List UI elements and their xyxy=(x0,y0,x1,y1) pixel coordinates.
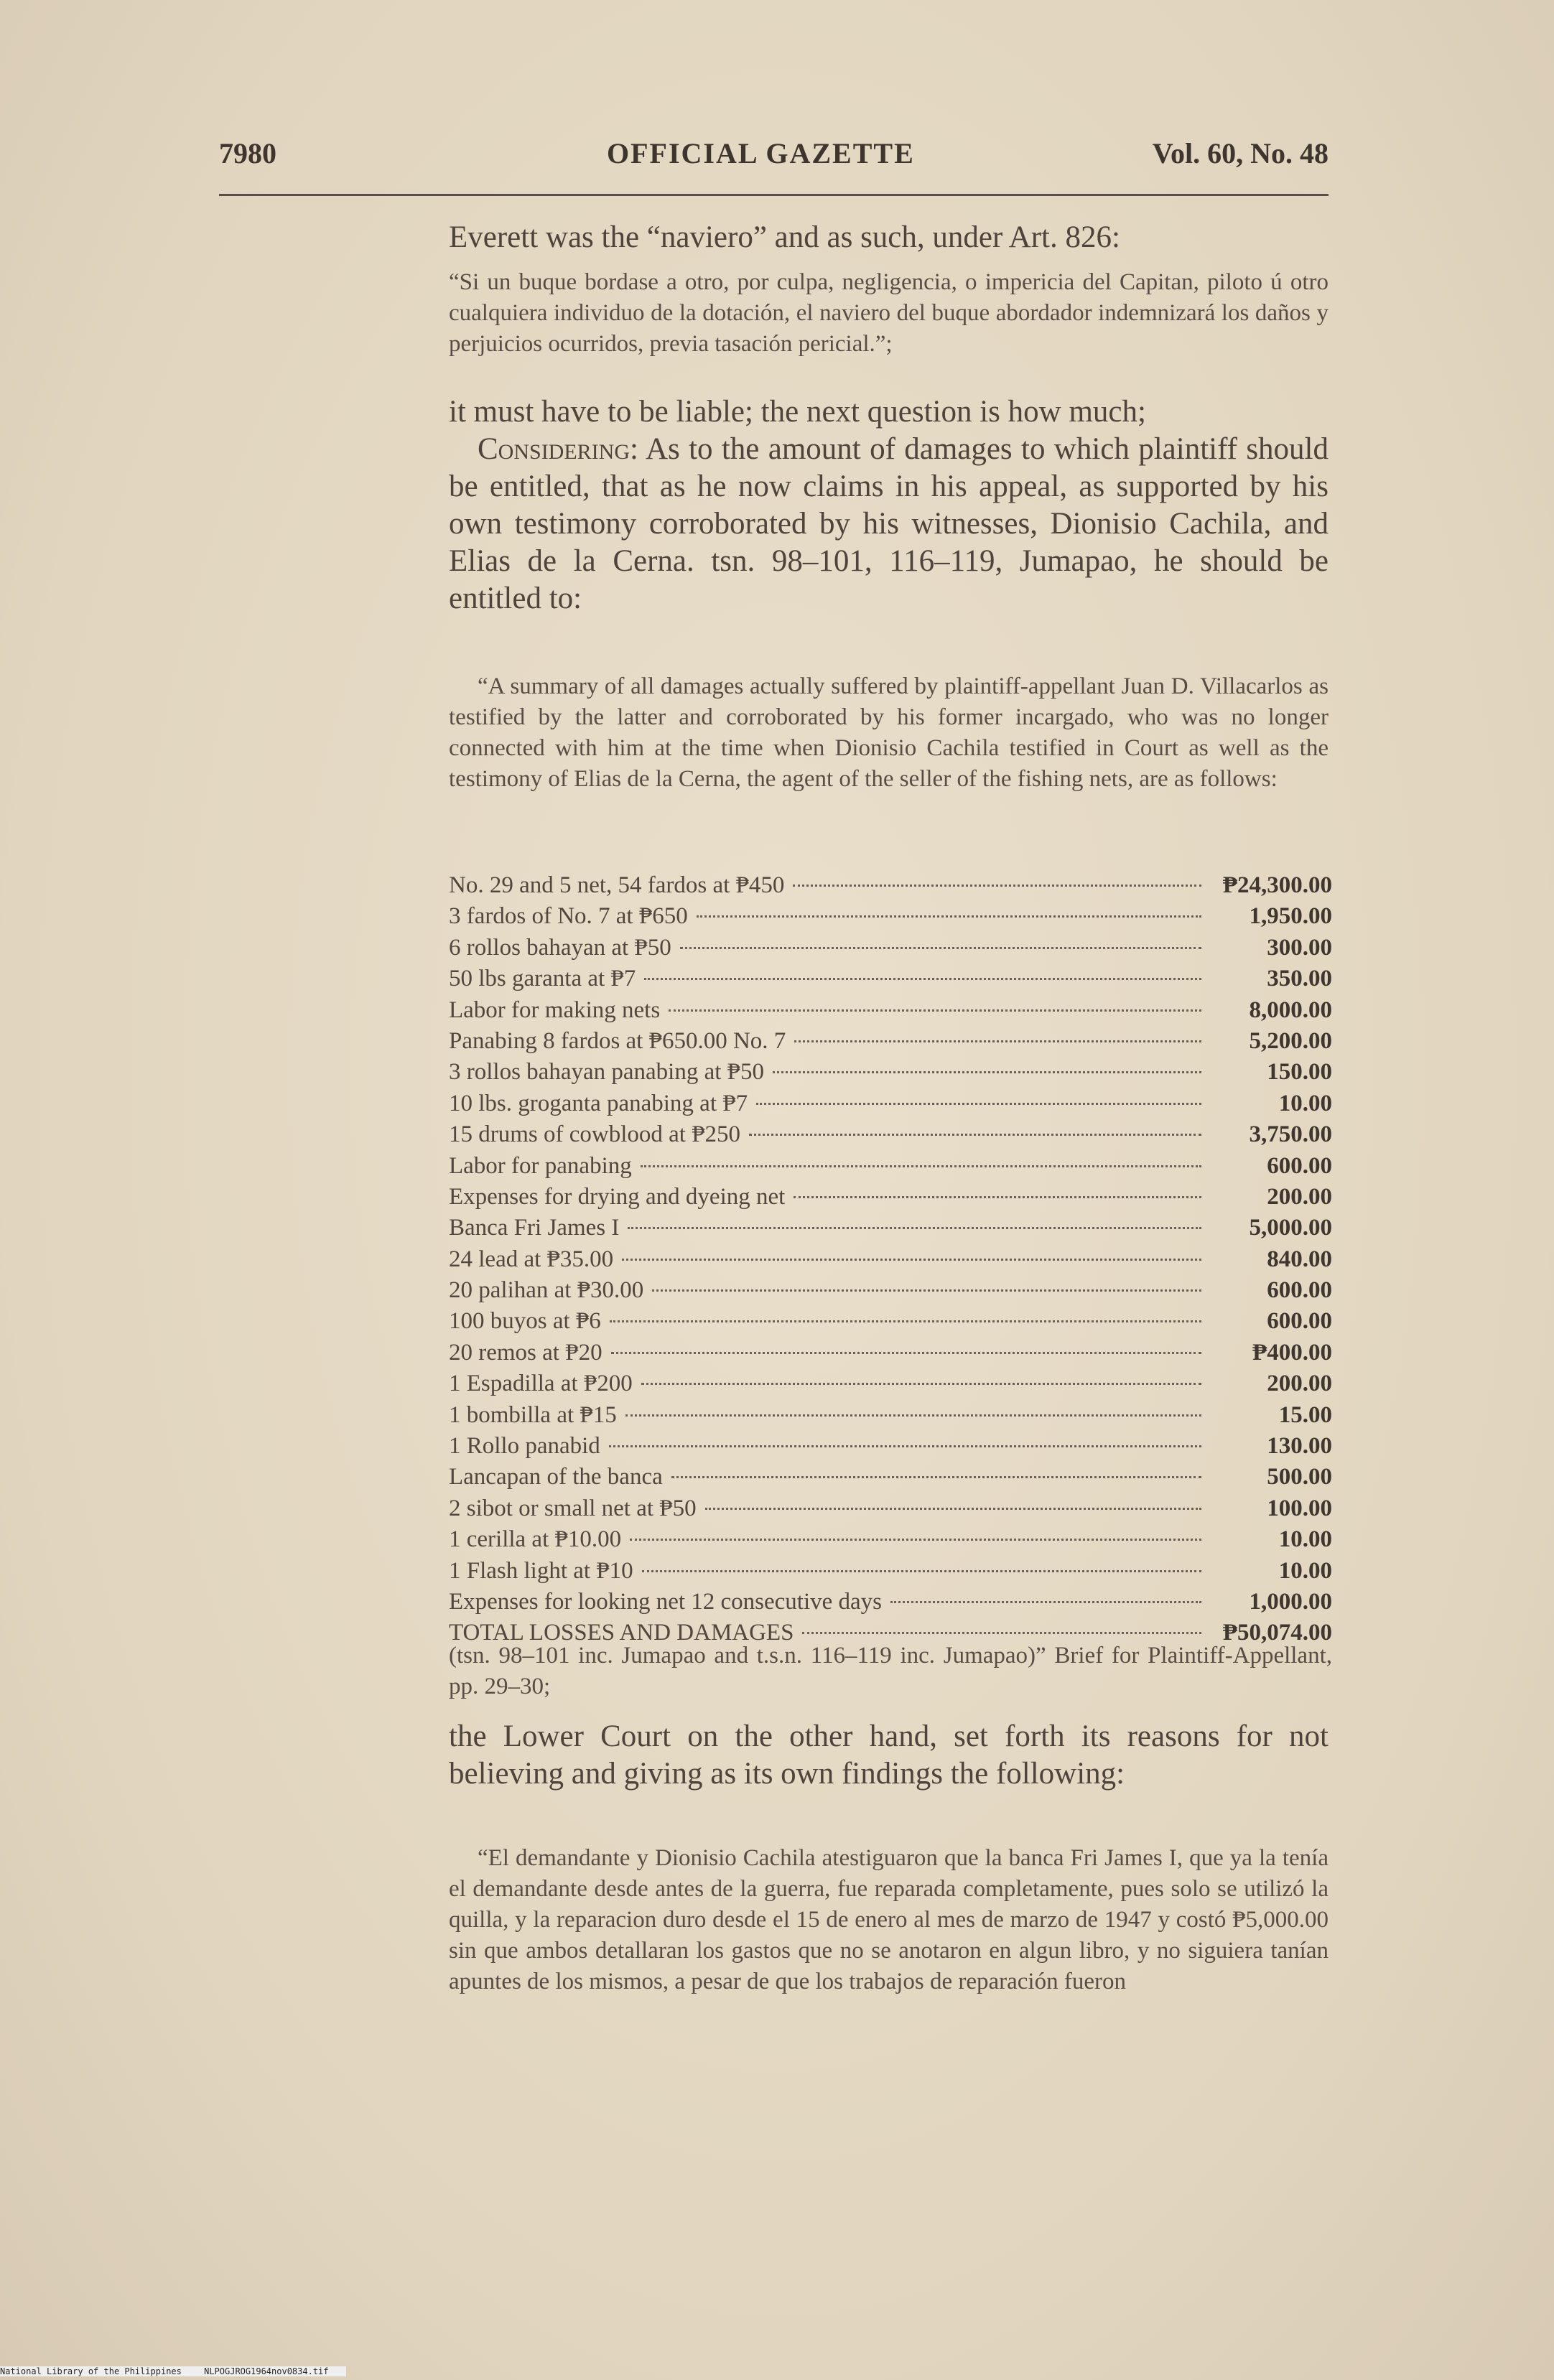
damage-item-label: 1 Flash light at ₱10 xyxy=(449,1557,633,1584)
damage-row xyxy=(449,1277,1332,1308)
damage-item-label: No. 29 and 5 net, 54 fardos at ₱450 xyxy=(449,872,785,898)
damage-item-amount: 1,000.00 xyxy=(1249,1588,1332,1615)
damage-item-label: 100 buyos at ₱6 xyxy=(449,1308,601,1335)
damage-row xyxy=(449,997,1332,1028)
damage-row xyxy=(449,1589,1332,1620)
damages-table xyxy=(449,872,1332,1651)
damage-item-label: 1 Rollo panabid xyxy=(449,1433,600,1460)
damage-row xyxy=(449,966,1332,997)
leader-dots xyxy=(628,1227,1201,1229)
damage-item-label: Labor for making nets xyxy=(449,997,661,1023)
damage-row xyxy=(449,1184,1332,1215)
leader-dots xyxy=(669,1009,1201,1012)
paragraph-considering-text xyxy=(449,431,1329,617)
damage-item-label: Panabing 8 fardos at ₱650.00 No. 7 xyxy=(449,1027,786,1054)
leader-dots xyxy=(794,1196,1201,1198)
leader-dots xyxy=(680,947,1201,949)
leader-dots xyxy=(773,1071,1201,1073)
damage-row xyxy=(449,1121,1332,1152)
leader-dots xyxy=(802,1632,1201,1634)
damage-item-amount: 5,000.00 xyxy=(1249,1215,1332,1241)
damage-item-amount: 200.00 xyxy=(1267,1183,1332,1210)
considering-body: As to the amount of damages to which plaintiff should be entitled, that as he now claims in his appeal, as supported by his own testimony corroborated by his witnesses, Dionisio Cachila, and Elias de la Cerna. tsn. 98–101, 116–119, Jumapao, he should be entitled to: xyxy=(449,432,1329,615)
damage-item-amount: 1,950.00 xyxy=(1249,903,1332,930)
footer-library: National Library of the Philippines xyxy=(0,2366,182,2376)
damage-item-amount: 150.00 xyxy=(1267,1059,1332,1086)
damage-item-label: 1 bombilla at ₱15 xyxy=(449,1401,617,1428)
leader-dots xyxy=(611,1352,1201,1354)
damage-item-label: 1 Espadilla at ₱200 xyxy=(449,1371,633,1397)
damage-item-amount: 10.00 xyxy=(1278,1557,1332,1584)
paragraph-naviero-text: Everett was the “naviero” and as such, under Art. 826: xyxy=(449,220,1120,254)
page-number: 7980 xyxy=(219,137,276,169)
damage-item-label: 24 lead at ₱35.00 xyxy=(449,1246,614,1272)
damage-row xyxy=(449,935,1332,966)
damage-item-amount: 600.00 xyxy=(1267,1152,1332,1179)
damage-item-amount: 350.00 xyxy=(1267,966,1332,992)
leader-dots xyxy=(641,1383,1201,1385)
paragraph-lower-court-text: the Lower Court on the other hand, set forth its reasons for not believing and giving as its own findings the following: xyxy=(449,1719,1329,1791)
damage-row xyxy=(449,1558,1332,1589)
damage-item-label: TOTAL LOSSES AND DAMAGES xyxy=(449,1620,794,1646)
damage-item-label: 3 rollos bahayan panabing at ₱50 xyxy=(449,1059,764,1086)
leader-dots xyxy=(890,1601,1201,1603)
damage-item-amount: ₱400.00 xyxy=(1252,1339,1332,1366)
damage-item-amount: 3,750.00 xyxy=(1249,1121,1332,1148)
damage-item-label: 50 lbs garanta at ₱7 xyxy=(449,966,636,992)
paragraph-considering xyxy=(449,393,1329,617)
damage-item-amount: 8,000.00 xyxy=(1249,997,1332,1023)
damage-row xyxy=(449,1402,1332,1433)
leader-dots xyxy=(793,885,1201,887)
leader-dots xyxy=(622,1259,1201,1261)
quote-article-826-text: “Si un buque bordase a otro, por culpa, negligencia, o impericia del Capitan, piloto ú otro cualquiera individuo de la dotación, el naviero del buque abordador indemnizará los daños y perjuicios ocurridos, previa tasación pericial.”; xyxy=(449,269,1329,357)
leader-dots xyxy=(794,1040,1201,1042)
damage-item-label: 2 sibot or small net at ₱50 xyxy=(449,1495,697,1521)
damage-item-amount: ₱24,300.00 xyxy=(1222,872,1332,898)
publication-title: OFFICIAL GAZETTE xyxy=(607,137,915,169)
paragraph-naviero xyxy=(449,219,1329,256)
volume-number: Vol. 60, No. 48 xyxy=(1152,137,1329,169)
damage-item-amount: ₱50,074.00 xyxy=(1222,1620,1332,1646)
damage-item-label: 3 fardos of No. 7 at ₱650 xyxy=(449,903,688,930)
leader-dots xyxy=(671,1476,1201,1478)
damage-item-label: 20 palihan at ₱30.00 xyxy=(449,1277,644,1304)
header-rule xyxy=(219,194,1329,196)
leader-dots xyxy=(609,1445,1201,1447)
damage-row xyxy=(449,1433,1332,1464)
quote-article-826 xyxy=(449,267,1329,360)
damage-item-amount: 600.00 xyxy=(1267,1277,1332,1304)
damage-row xyxy=(449,1526,1332,1557)
considering-label: Considering: xyxy=(478,432,638,466)
damage-row xyxy=(449,1028,1332,1059)
damage-row xyxy=(449,1464,1332,1495)
damage-item-amount: 600.00 xyxy=(1267,1308,1332,1335)
leader-dots xyxy=(641,1165,1201,1167)
scan-footer xyxy=(0,2366,346,2376)
leader-dots xyxy=(644,978,1201,980)
damage-row xyxy=(449,1495,1332,1526)
leader-dots xyxy=(610,1320,1201,1322)
paragraph-lower-court xyxy=(449,1718,1329,1793)
damage-row xyxy=(449,872,1332,903)
quote-lower-court-text: “El demandante y Dionisio Cachila atestiguaron que la banca Fri James I, que ya la tenía el demandante desde antes de la guerra, fue reparada completamente, pues solo se utilizó la quilla, y la reparacion duro desde el 15 de enero al mes de marzo de 1947 y costó ₱5,000.00 sin que ambos detallaran los gastos que no se anotaron en algun libro, y no siguiera tanían apuntes de los mismos, a pesar de que los trabajos de reparación fueron xyxy=(449,1845,1329,1994)
damage-item-label: Banca Fri James I xyxy=(449,1215,620,1241)
damage-item-label: Expenses for looking net 12 consecutive days xyxy=(449,1588,883,1615)
damage-item-label: Expenses for drying and dyeing net xyxy=(449,1183,786,1210)
damage-item-amount: 130.00 xyxy=(1267,1433,1332,1460)
leader-dots xyxy=(642,1570,1201,1572)
page-header xyxy=(219,136,1329,179)
footer-filename: NLPOGJROG1964nov0834.tif xyxy=(204,2366,329,2376)
quote-summary xyxy=(449,671,1329,795)
damage-item-label: Lancapan of the banca xyxy=(449,1464,663,1490)
damage-row xyxy=(449,1091,1332,1121)
leader-dots xyxy=(697,915,1201,918)
damage-item-label: 10 lbs. groganta panabing at ₱7 xyxy=(449,1090,748,1116)
leader-dots xyxy=(705,1508,1201,1510)
damage-row xyxy=(449,1340,1332,1371)
damage-row xyxy=(449,1308,1332,1339)
leader-dots xyxy=(756,1103,1201,1105)
damage-item-amount: 15.00 xyxy=(1278,1401,1332,1428)
paragraph-liability-text: it must have to be liable; the next question is how much; xyxy=(449,395,1146,429)
damage-item-amount: 200.00 xyxy=(1267,1371,1332,1397)
quote-lower-court xyxy=(449,1843,1329,1997)
damage-item-amount: 300.00 xyxy=(1267,934,1332,961)
damage-item-amount: 100.00 xyxy=(1267,1495,1332,1521)
damage-item-label: Labor for panabing xyxy=(449,1152,632,1179)
damage-item-amount: 10.00 xyxy=(1278,1090,1332,1116)
leader-dots xyxy=(630,1539,1201,1541)
damage-item-label: 6 rollos bahayan at ₱50 xyxy=(449,934,671,961)
damage-row xyxy=(449,1371,1332,1401)
leader-dots xyxy=(652,1289,1201,1292)
citation xyxy=(449,1641,1332,1702)
damage-item-label: 1 cerilla at ₱10.00 xyxy=(449,1526,622,1553)
damage-item-amount: 500.00 xyxy=(1267,1464,1332,1490)
leader-dots xyxy=(625,1414,1201,1417)
damage-item-amount: 840.00 xyxy=(1267,1246,1332,1272)
leader-dots xyxy=(749,1134,1201,1136)
damage-item-amount: 5,200.00 xyxy=(1249,1027,1332,1054)
quote-summary-text: “A summary of all damages actually suffered by plaintiff-appellant Juan D. Villacarlos as testified by the latter and corroborated by his former incargado, who was no longer connected with him at the time when Dionisio Cachila testified in Court as well as the testimony of Elias de la Cerna, the agent of the seller of the fishing nets, are as follows: xyxy=(449,673,1329,792)
damage-item-label: 15 drums of cowblood at ₱250 xyxy=(449,1121,741,1148)
damage-row xyxy=(449,1059,1332,1090)
damage-row xyxy=(449,1153,1332,1184)
damage-item-label: 20 remos at ₱20 xyxy=(449,1339,602,1366)
citation-text: (tsn. 98–101 inc. Jumapao and t.s.n. 116–119 inc. Jumapao)” Brief for Plaintiff-Appellant, pp. 29–30; xyxy=(449,1643,1332,1699)
damage-row xyxy=(449,903,1332,934)
damage-row xyxy=(449,1246,1332,1277)
damage-item-amount: 10.00 xyxy=(1278,1526,1332,1553)
damage-row xyxy=(449,1215,1332,1246)
